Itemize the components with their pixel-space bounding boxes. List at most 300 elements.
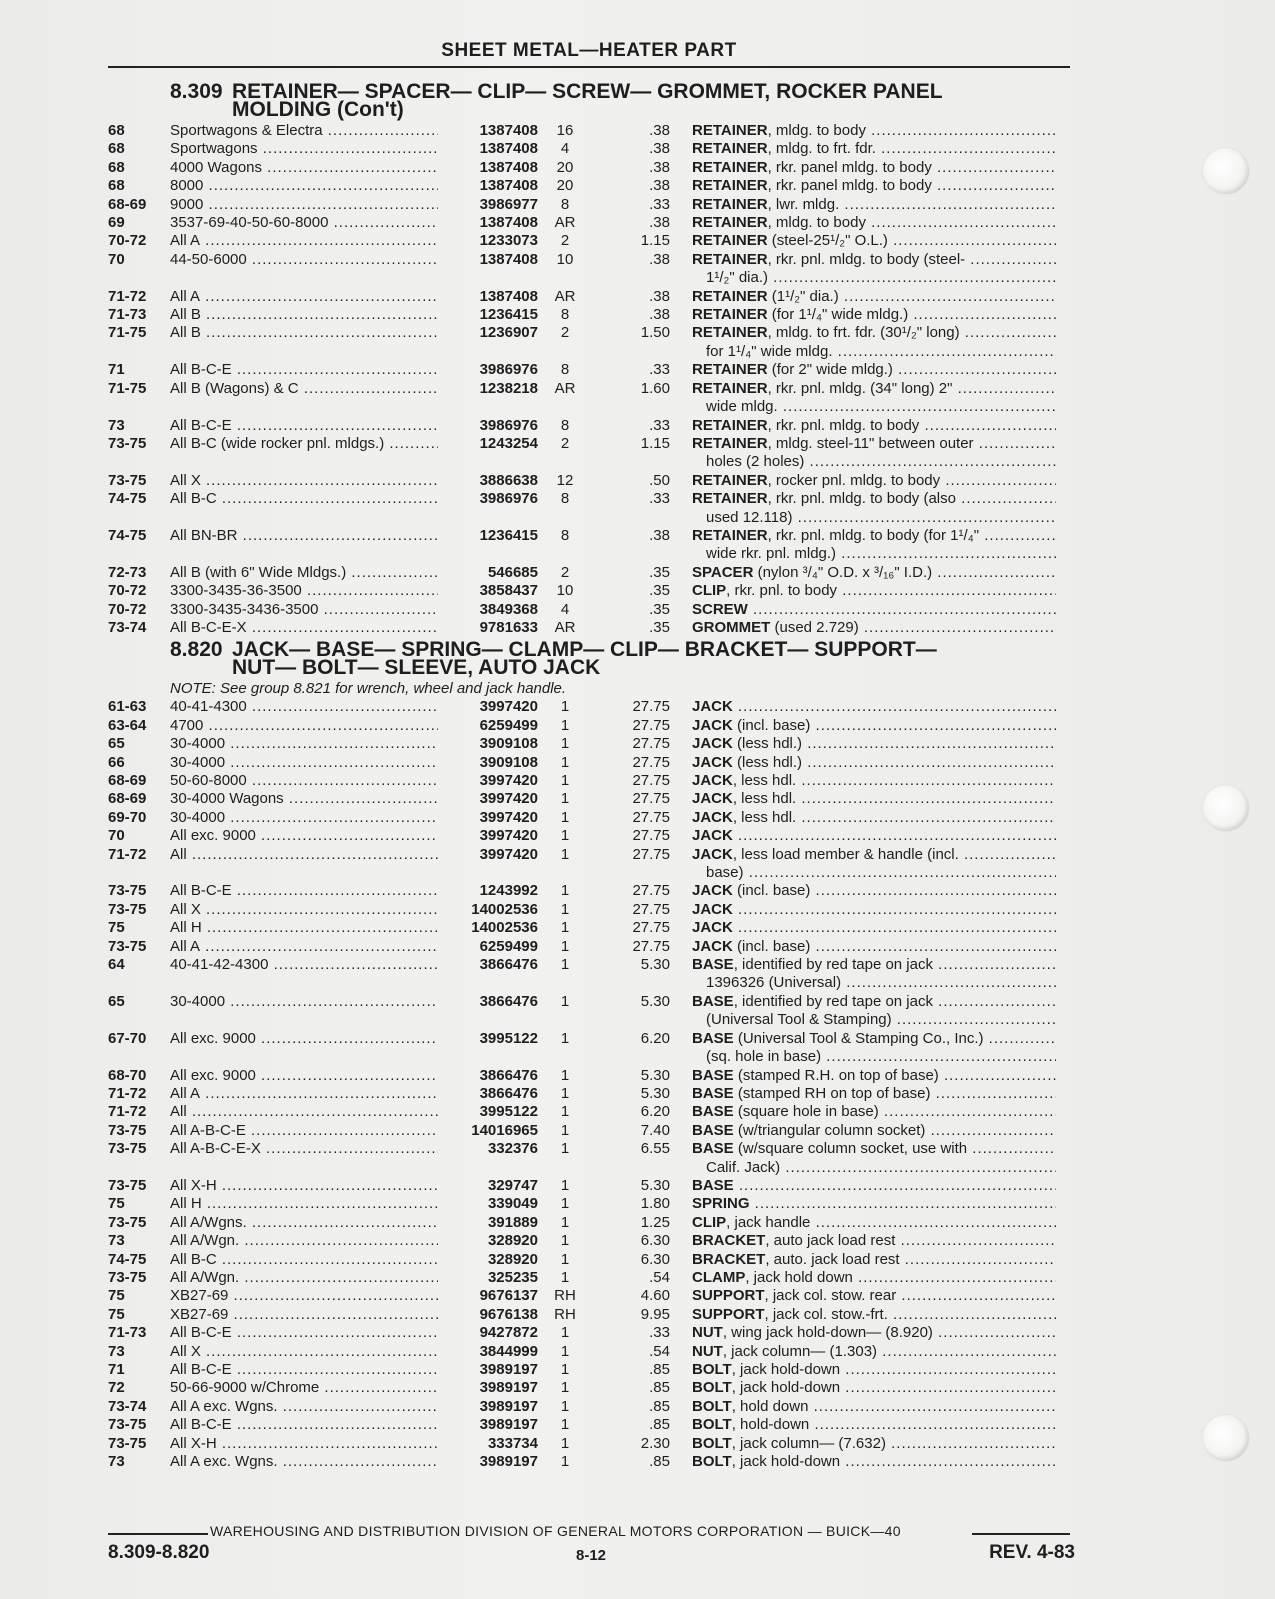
part-name-line bbox=[692, 564, 1056, 582]
part-name: RETAINER bbox=[692, 140, 768, 158]
part-name-line bbox=[692, 1453, 1056, 1471]
part-name: BASE bbox=[692, 956, 734, 974]
part-name-line bbox=[692, 122, 1056, 140]
part-name-line bbox=[692, 417, 1056, 435]
part-detail-continued bbox=[692, 269, 1056, 287]
price: .33 bbox=[649, 195, 670, 213]
table-row bbox=[108, 882, 1070, 900]
part-number: 3866476 bbox=[479, 956, 538, 974]
model-year: 71 bbox=[108, 1361, 125, 1378]
model-description-text: All B (with 6" Wide Mldgs.) ..... bbox=[170, 564, 438, 581]
quantity: 1 bbox=[560, 992, 570, 1010]
price: .38 bbox=[649, 140, 670, 158]
part-name-cell bbox=[670, 882, 1056, 900]
model-year: 73-75 bbox=[108, 1121, 147, 1139]
quantity: 1 bbox=[560, 1084, 570, 1102]
model-description-text: All B (Wagons) & C ..... bbox=[170, 380, 438, 397]
table-row bbox=[108, 214, 1070, 232]
part-name-line bbox=[692, 956, 1056, 974]
model-description-text: 40-41-4300 ..... bbox=[170, 698, 438, 715]
part-name: CLIP bbox=[692, 1213, 727, 1231]
model-year: 68 bbox=[108, 177, 125, 195]
quantity: 20 bbox=[556, 177, 574, 195]
quantity: 1 bbox=[560, 937, 570, 955]
part-name-line bbox=[692, 251, 1056, 269]
part-detail: (incl. base) bbox=[732, 716, 811, 734]
part-name-line bbox=[692, 380, 1056, 398]
table-row bbox=[108, 1379, 1070, 1397]
part-name-cell bbox=[670, 772, 1056, 790]
quantity: 1 bbox=[560, 1397, 570, 1415]
model-year: 74-75 bbox=[108, 490, 147, 508]
part-name: RETAINER bbox=[692, 526, 768, 544]
model-description bbox=[170, 435, 438, 472]
part-name-text bbox=[692, 1416, 1056, 1433]
part-name-cell bbox=[670, 601, 1056, 619]
footer-rule-left bbox=[108, 1533, 208, 1535]
part-name-text bbox=[692, 1195, 1056, 1212]
price: 6.20 bbox=[640, 1103, 670, 1121]
part-detail-continued bbox=[692, 974, 1056, 992]
part-number: 1243992 bbox=[479, 882, 538, 900]
model-year: 75 bbox=[108, 1195, 125, 1213]
part-number: 1236907 bbox=[479, 324, 538, 342]
part-name-text bbox=[692, 288, 1056, 305]
section-number-spacer bbox=[108, 100, 232, 119]
part-detail: , identified by red tape on jack bbox=[733, 992, 933, 1010]
part-detail-continued-text: used 12.118) ..... bbox=[706, 509, 1056, 526]
part-name-cell bbox=[670, 1361, 1056, 1379]
section-title: RETAINER— SPACER— CLIP— SCREW— GROMMET, ROCKER PANEL bbox=[232, 80, 943, 103]
table-row bbox=[108, 324, 1070, 361]
model-description bbox=[170, 361, 438, 379]
part-name: RETAINER bbox=[692, 306, 768, 324]
part-name-cell bbox=[670, 754, 1056, 772]
model-description bbox=[170, 159, 438, 177]
table-row bbox=[108, 717, 1070, 735]
table-row bbox=[108, 159, 1070, 177]
table-row bbox=[108, 177, 1070, 195]
quantity: 8 bbox=[560, 526, 570, 544]
model-description-text: All ..... bbox=[170, 1103, 438, 1120]
part-name-line bbox=[692, 324, 1056, 342]
part-name: BOLT bbox=[692, 1453, 732, 1471]
quantity: RH bbox=[554, 1305, 576, 1323]
part-detail: (nylon ³/₄" O.D. x ³/₁₆" I.D.) bbox=[753, 563, 933, 581]
binder-hole-bottom bbox=[1203, 1415, 1249, 1461]
part-name-text bbox=[692, 582, 1056, 599]
model-description bbox=[170, 956, 438, 993]
table-row bbox=[108, 772, 1070, 790]
part-number: 1236415 bbox=[479, 526, 538, 544]
model-year: 74-75 bbox=[108, 526, 147, 544]
model-description-text: All A ..... bbox=[170, 938, 438, 955]
part-name-text bbox=[692, 882, 1056, 899]
part-name-cell bbox=[670, 901, 1056, 919]
part-name-text bbox=[692, 1361, 1056, 1378]
part-name-text bbox=[692, 938, 1056, 955]
model-year: 75 bbox=[108, 919, 125, 937]
part-name-line bbox=[692, 1214, 1056, 1232]
quantity: 4 bbox=[560, 600, 570, 618]
part-detail: , mldg. steel-11" between outer bbox=[767, 434, 974, 452]
part-name-cell bbox=[670, 1287, 1056, 1305]
part-name-text bbox=[692, 1287, 1056, 1304]
table-row bbox=[108, 1122, 1070, 1140]
model-year: 70-72 bbox=[108, 600, 147, 618]
model-description bbox=[170, 1030, 438, 1067]
model-description bbox=[170, 177, 438, 195]
quantity: 2 bbox=[560, 232, 570, 250]
quantity: 1 bbox=[560, 1324, 570, 1342]
part-number: 1236415 bbox=[479, 306, 538, 324]
part-detail: , auto. jack load rest bbox=[765, 1250, 900, 1268]
part-name-cell bbox=[670, 790, 1056, 808]
part-name-text bbox=[692, 251, 1056, 268]
part-name-text bbox=[692, 232, 1056, 249]
model-description-text: 40-41-42-4300 ..... bbox=[170, 956, 438, 973]
part-name-cell bbox=[670, 1232, 1056, 1250]
part-number: 3986976 bbox=[479, 490, 538, 508]
part-number: 3989197 bbox=[479, 1397, 538, 1415]
part-name: BOLT bbox=[692, 1416, 732, 1434]
model-year: 73 bbox=[108, 1453, 125, 1471]
table-row bbox=[108, 1177, 1070, 1195]
part-name-cell bbox=[670, 1416, 1056, 1434]
model-description bbox=[170, 582, 438, 600]
part-name-line bbox=[692, 1343, 1056, 1361]
part-detail: (Universal Tool & Stamping Co., Inc.) bbox=[733, 1029, 984, 1047]
part-number: 1233073 bbox=[479, 232, 538, 250]
model-year: 73-75 bbox=[108, 1176, 147, 1194]
part-name-line bbox=[692, 790, 1056, 808]
part-name-cell bbox=[670, 582, 1056, 600]
part-number: 1387408 bbox=[479, 214, 538, 232]
part-name-line bbox=[692, 1287, 1056, 1305]
part-name-line bbox=[692, 1435, 1056, 1453]
table-row bbox=[108, 232, 1070, 250]
price: .33 bbox=[649, 361, 670, 379]
quantity: 1 bbox=[560, 827, 570, 845]
part-name: RETAINER bbox=[692, 122, 768, 139]
part-number: 3997420 bbox=[479, 845, 538, 863]
section-number: 8.309 bbox=[170, 80, 223, 103]
part-name-text bbox=[692, 1435, 1056, 1452]
part-name: JACK bbox=[692, 735, 733, 753]
part-name-line bbox=[692, 435, 1056, 453]
part-detail: , less hdl. bbox=[732, 790, 797, 808]
quantity: 1 bbox=[560, 1213, 570, 1231]
footer-division-text: WAREHOUSING AND DISTRIBUTION DIVISION OF GENERAL MOTORS CORPORATION — BUICK—40 bbox=[210, 1523, 901, 1539]
footer-page-number: 8-12 bbox=[576, 1547, 607, 1564]
part-number: 3986977 bbox=[479, 195, 538, 213]
part-number: 329747 bbox=[487, 1176, 538, 1194]
model-description-text: 9000 ..... bbox=[170, 196, 438, 213]
price: 6.20 bbox=[640, 1029, 670, 1047]
part-name-line bbox=[692, 735, 1056, 753]
part-name: SUPPORT bbox=[692, 1287, 765, 1305]
part-detail: , lwr. mldg. bbox=[767, 195, 840, 213]
quantity: 8 bbox=[560, 361, 570, 379]
table-row bbox=[108, 361, 1070, 379]
model-description bbox=[170, 472, 438, 490]
model-description bbox=[170, 717, 438, 735]
part-name-cell bbox=[670, 361, 1056, 379]
price: 5.30 bbox=[640, 1084, 670, 1102]
model-description-text: All A/Wgn. ..... bbox=[170, 1232, 438, 1249]
model-description-text: All B-C-E-X ..... bbox=[170, 619, 438, 636]
quantity: 2 bbox=[560, 324, 570, 342]
quantity: 1 bbox=[560, 1029, 570, 1047]
part-name: SUPPORT bbox=[692, 1305, 765, 1323]
part-name-line bbox=[692, 288, 1056, 306]
part-number: 3989197 bbox=[479, 1416, 538, 1434]
part-name-text bbox=[692, 827, 1056, 844]
part-detail-continued bbox=[692, 545, 1056, 563]
price: 5.30 bbox=[640, 1176, 670, 1194]
model-year: 69-70 bbox=[108, 808, 147, 826]
part-number: 3997420 bbox=[479, 698, 538, 716]
quantity: 1 bbox=[560, 1232, 570, 1250]
part-number: 14002536 bbox=[471, 900, 538, 918]
model-description bbox=[170, 1103, 438, 1121]
part-name: SPACER bbox=[692, 563, 754, 581]
model-year: 71-72 bbox=[108, 1084, 147, 1102]
part-name-text bbox=[692, 1085, 1056, 1102]
model-description bbox=[170, 1379, 438, 1397]
model-description-text: All A/Wgns. ..... bbox=[170, 1214, 438, 1231]
quantity: 1 bbox=[560, 845, 570, 863]
part-name-text bbox=[692, 324, 1056, 341]
table-row bbox=[108, 380, 1070, 417]
page-header-title: SHEET METAL—HEATER PART bbox=[441, 40, 737, 61]
model-description-text: 50-60-8000 ..... bbox=[170, 772, 438, 789]
part-name-text bbox=[692, 1269, 1056, 1286]
part-detail: , identified by red tape on jack bbox=[733, 956, 933, 974]
part-number: 1387408 bbox=[479, 287, 538, 305]
quantity: 1 bbox=[560, 808, 570, 826]
part-number: 3997420 bbox=[479, 772, 538, 789]
part-name-line bbox=[692, 882, 1056, 900]
table-row bbox=[108, 901, 1070, 919]
table-row bbox=[108, 1103, 1070, 1121]
model-year: 63-64 bbox=[108, 716, 147, 734]
model-description-text: 30-4000 ..... bbox=[170, 809, 438, 826]
part-name: BASE bbox=[692, 1029, 734, 1047]
price: .35 bbox=[649, 582, 670, 600]
price: .38 bbox=[649, 122, 670, 139]
part-name-cell bbox=[670, 417, 1056, 435]
part-name-line bbox=[692, 361, 1056, 379]
quantity: AR bbox=[554, 214, 576, 232]
part-name-text bbox=[692, 1067, 1056, 1084]
model-year: 64 bbox=[108, 956, 125, 974]
part-name-line bbox=[692, 938, 1056, 956]
part-name: RETAINER bbox=[692, 434, 768, 452]
model-year: 68-70 bbox=[108, 1066, 147, 1084]
quantity: 1 bbox=[560, 1176, 570, 1194]
model-description-text: All B ..... bbox=[170, 324, 438, 341]
part-name-cell bbox=[670, 490, 1056, 527]
price: .35 bbox=[649, 600, 670, 618]
part-name: JACK bbox=[692, 808, 733, 826]
part-number: 3997420 bbox=[479, 808, 538, 826]
model-year: 71-72 bbox=[108, 287, 147, 305]
model-description bbox=[170, 735, 438, 753]
model-description bbox=[170, 1324, 438, 1342]
part-detail: , jack hold-down bbox=[731, 1379, 841, 1397]
quantity: 8 bbox=[560, 490, 570, 508]
model-year: 65 bbox=[108, 992, 125, 1010]
part-name: NUT bbox=[692, 1324, 723, 1342]
price: .35 bbox=[649, 563, 670, 581]
quantity: 8 bbox=[560, 416, 570, 434]
model-description-text: All A ..... bbox=[170, 1085, 438, 1102]
part-name-cell bbox=[670, 1140, 1056, 1177]
model-description-text: All exc. 9000 ..... bbox=[170, 827, 438, 844]
part-detail: , less hdl. bbox=[732, 808, 797, 826]
part-number: 3858437 bbox=[479, 582, 538, 600]
table-row bbox=[108, 417, 1070, 435]
part-name-cell bbox=[670, 1306, 1056, 1324]
section-number-spacer bbox=[108, 658, 232, 677]
part-detail-continued bbox=[692, 343, 1056, 361]
price: 1.60 bbox=[640, 379, 670, 397]
model-description-text: 4700 ..... bbox=[170, 717, 438, 734]
part-detail: (for 2" wide mldg.) bbox=[767, 361, 893, 379]
model-description-text: All A/Wgn. ..... bbox=[170, 1269, 438, 1286]
model-description bbox=[170, 1232, 438, 1250]
model-description-text: All H ..... bbox=[170, 1195, 438, 1212]
part-detail: (incl. base) bbox=[732, 882, 811, 900]
model-description-text: All B-C-E ..... bbox=[170, 1324, 438, 1341]
model-description bbox=[170, 1067, 438, 1085]
model-year: 73-75 bbox=[108, 434, 147, 452]
section-title-continued: NUT— BOLT— SLEEVE, AUTO JACK bbox=[232, 656, 601, 680]
model-description-text: All exc. 9000 ..... bbox=[170, 1067, 438, 1084]
part-name: JACK bbox=[692, 900, 733, 918]
quantity: 4 bbox=[560, 140, 570, 158]
part-number: 325235 bbox=[487, 1268, 538, 1286]
model-description-text: All A exc. Wgns. ..... bbox=[170, 1453, 438, 1470]
part-name-text bbox=[692, 956, 1056, 973]
part-detail: , auto jack load rest bbox=[765, 1232, 896, 1250]
model-description bbox=[170, 790, 438, 808]
table-row bbox=[108, 196, 1070, 214]
part-name-line bbox=[692, 1195, 1056, 1213]
part-name-line bbox=[692, 619, 1056, 637]
model-description-text: All B ..... bbox=[170, 306, 438, 323]
price: .85 bbox=[649, 1453, 670, 1471]
sections-container bbox=[108, 82, 1070, 1471]
part-name-line bbox=[692, 1379, 1056, 1397]
model-description bbox=[170, 827, 438, 845]
part-detail: (w/triangular column socket) bbox=[733, 1121, 926, 1139]
quantity: AR bbox=[554, 287, 576, 305]
model-year: 65 bbox=[108, 735, 125, 753]
part-number: 14002536 bbox=[471, 919, 538, 937]
part-name: JACK bbox=[692, 753, 733, 771]
part-name-line bbox=[692, 1140, 1056, 1158]
part-name: JACK bbox=[692, 827, 733, 845]
part-detail: , jack column— (7.632) bbox=[731, 1434, 886, 1452]
price: 27.75 bbox=[632, 900, 670, 918]
model-year: 70 bbox=[108, 250, 125, 268]
part-detail: (square hole in base) bbox=[733, 1103, 879, 1121]
part-name-text bbox=[692, 601, 1056, 618]
price: 27.75 bbox=[632, 827, 670, 845]
part-name-cell bbox=[670, 140, 1056, 158]
part-number: 3909108 bbox=[479, 735, 538, 753]
part-name-cell bbox=[670, 122, 1056, 140]
part-name: BRACKET bbox=[692, 1232, 766, 1250]
model-year: 68 bbox=[108, 140, 125, 158]
part-name-line bbox=[692, 1067, 1056, 1085]
table-row bbox=[108, 527, 1070, 564]
model-description bbox=[170, 564, 438, 582]
model-description-text: XB27-69 ..... bbox=[170, 1306, 438, 1323]
part-detail-continued bbox=[692, 1159, 1056, 1177]
part-name: BASE bbox=[692, 1176, 734, 1194]
quantity: 1 bbox=[560, 1434, 570, 1452]
part-name-line bbox=[692, 993, 1056, 1011]
part-name-text bbox=[692, 1103, 1056, 1120]
model-description-text: 30-4000 ..... bbox=[170, 754, 438, 771]
part-name-text bbox=[692, 698, 1056, 715]
part-number: 9676137 bbox=[479, 1287, 538, 1305]
part-detail: , rkr. panel mldg. to body bbox=[767, 158, 932, 176]
price: 27.75 bbox=[632, 772, 670, 789]
part-number: 3986976 bbox=[479, 361, 538, 379]
price: 9.95 bbox=[640, 1305, 670, 1323]
model-year: 71-75 bbox=[108, 324, 147, 342]
part-detail: , jack hold-down bbox=[731, 1453, 841, 1471]
model-description-text: All A ..... bbox=[170, 232, 438, 249]
part-name: BASE bbox=[692, 1121, 734, 1139]
part-detail-continued-text: base) ..... bbox=[706, 864, 1056, 881]
part-number: 3997420 bbox=[479, 790, 538, 808]
footer-group-range: 8.309-8.820 bbox=[108, 1542, 210, 1563]
part-name-text bbox=[692, 846, 1056, 863]
table-row bbox=[108, 1416, 1070, 1434]
part-detail: (w/square column socket, use with bbox=[733, 1140, 968, 1158]
price: 27.75 bbox=[632, 753, 670, 771]
part-name: RETAINER bbox=[692, 490, 768, 508]
part-name: RETAINER bbox=[692, 324, 768, 342]
part-name-cell bbox=[670, 1324, 1056, 1342]
part-number: 9427872 bbox=[479, 1324, 538, 1342]
part-name: NUT bbox=[692, 1342, 723, 1360]
section-heading-continued bbox=[108, 100, 1070, 119]
model-description-text: 50-66-9000 w/Chrome ..... bbox=[170, 1379, 438, 1396]
part-detail: , mldg. to body bbox=[767, 214, 866, 232]
model-year: 69 bbox=[108, 214, 125, 232]
model-description-text: All X-H ..... bbox=[170, 1435, 438, 1452]
table-row bbox=[108, 472, 1070, 490]
price: 27.75 bbox=[632, 735, 670, 753]
quantity: 16 bbox=[556, 122, 574, 139]
part-name-cell bbox=[670, 698, 1056, 716]
model-description-text: All X-H ..... bbox=[170, 1177, 438, 1194]
part-number: 3989197 bbox=[479, 1379, 538, 1397]
table-row bbox=[108, 1251, 1070, 1269]
part-detail: , wing jack hold-down— (8.920) bbox=[722, 1324, 933, 1342]
part-detail: , less hdl. bbox=[732, 772, 797, 789]
model-description-text: 30-4000 Wagons ..... bbox=[170, 790, 438, 807]
quantity: 20 bbox=[556, 158, 574, 176]
part-name-line bbox=[692, 490, 1056, 508]
quantity: 2 bbox=[560, 563, 570, 581]
